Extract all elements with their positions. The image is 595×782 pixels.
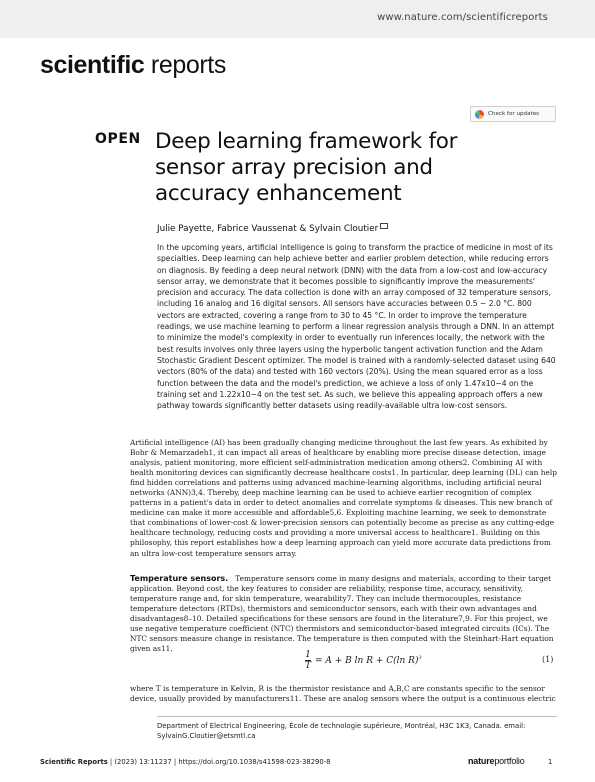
np-bold: nature xyxy=(468,756,495,766)
affiliation-divider xyxy=(157,716,557,717)
article-title: Deep learning framework for sensor array precision and accuracy enhancement xyxy=(155,129,458,206)
check-updates-button[interactable] xyxy=(470,106,556,122)
author-list xyxy=(157,223,388,234)
footer-doi[interactable]: | https://doi.org/10.1038/s41598-023-38290-8 xyxy=(171,758,331,766)
np-light: portfolio xyxy=(494,756,525,766)
footer-volume: (2023) 13:11237 xyxy=(114,758,172,766)
intro-paragraph: Artificial intelligence (AI) has been gradually changing medicine throughout the last few years. As exhibited by Bohr & Memarzadeh1, it can impact all areas of healthcare by enabling more precise disease detection, image analysis, patient monitoring, more efficient self-administration medication among others2. Combining AI with health monitoring devices can significantly decrease healthcare costs1. In particular, deep learning (DL) can help find hidden correlations and patterns using advanced machine-learning algorithms, including artificial neural networks (ANN)3,4. Thereby, deep machine learning can be used to achieve earlier recognition of complex patterns in a patient's data in order to detect anomalies and correlate symptoms & diseases. This new branch of medicine can make it more accessible and affordable5,6. Exploiting machine learning, we seek to demonstrate that combinations of lower-cost & lower-precision sensors can potentially become as precise as any cutting-edge healthcare technology, reducing costs and providing a more universal access to healthcare1. Building on this philosophy, this report establishes how a deep learning approach can yield more accurate data predictions from an ultra low-cost temperature sensors array. xyxy=(130,438,557,558)
section-paragraph xyxy=(130,574,557,654)
section-text: Temperature sensors come in many designs and materials, according to their target application. Beyond cost, the key features to consider are reliability, response time, accuracy, sensitivity, temperature range and, for skin temperature, wearability7. They can include thermocouples, resistance temperature detectors (RTDs), thermistors and semiconductor sensors, each with their own advantages and disadvantages8–10. Detailed specifications for these sensors are found in the literature7,9. For this project, we use negative temperature coefficient (NTC) thermistors and semiconductor-based integrated circuits (ICs). The NTC sensors measure change in resistance. The temperature is then computed with the Steinhart-Hart equation given as11, xyxy=(130,574,554,654)
page-number: 1 xyxy=(548,758,553,766)
eq-rhs: = A + B ln R + C(ln R) xyxy=(315,656,419,666)
logo-light: reports xyxy=(144,51,226,79)
eq-exponent: 3 xyxy=(418,655,422,661)
journal-url[interactable]: www.nature.com/scientificreports xyxy=(377,12,548,23)
steinhart-hart-equation xyxy=(305,650,422,671)
footer-citation xyxy=(40,758,330,766)
post-equation-paragraph: where T is temperature in Kelvin, R is the thermistor resistance and A,B,C are constants specific to the sensor device, usually provided by manufacturers11. These are analog sensors where the output is a continuous electric xyxy=(130,684,556,704)
section-heading: Temperature sensors. xyxy=(130,574,229,583)
footer-separator: | xyxy=(107,758,115,766)
affiliation: Department of Electrical Engineering, École de technologie supérieure, Montréal, H3C 1K3, Canada. email: SylvainG.Cloutier@etsmtl.ca xyxy=(157,722,526,740)
check-updates-label: Check for updates xyxy=(488,111,540,117)
eq-denominator: T xyxy=(305,661,312,671)
email-icon[interactable] xyxy=(380,223,388,229)
crossmark-icon xyxy=(475,110,484,119)
journal-logo xyxy=(40,51,226,80)
logo-bold: scientific xyxy=(40,51,145,79)
nature-portfolio-logo xyxy=(468,756,525,766)
open-access-badge: OPEN xyxy=(95,131,141,147)
footer-journal: Scientific Reports xyxy=(40,758,108,766)
equation-fraction xyxy=(305,650,311,671)
authors-text: Julie Payette, Fabrice Vaussenat & Sylvain Cloutier xyxy=(157,224,379,234)
equation-number: (1) xyxy=(542,655,554,664)
eq-numerator: 1 xyxy=(305,650,311,660)
abstract: In the upcoming years, artificial intelligence is going to transform the practice of medicine in most of its specialties. Deep learning can help achieve better and earlier problem detection, while reducing errors on diagnosis. By feeding a deep neural network (DNN) with the data from a low-cost and low-accuracy sensor array, we demonstrate that it becomes possible to significantly improve the measurements' precision and accuracy. The data collection is done with an array composed of 32 temperature sensors, including 16 analog and 16 digital sensors. All sensors have accuracies between 0.5 − 2.0 °C. 800 vectors are extracted, covering a range from to 30 to 45 °C. In order to improve the temperature readings, we use machine learning to perform a linear regression analysis through a DNN. In an attempt to minimize the model's complexity in order to eventually run inferences locally, the network with the best results involves only three layers using the hyperbolic tangent activation function and the Adam Stochastic Gradient Descent optimizer. The model is trained with a randomly-selected dataset using 640 vectors (80% of the data) and tested with 160 vectors (20%). Using the mean squared error as a loss function between the data and the model's prediction, we achieve a loss of only 1.47x10−4 on the training set and 1.22x10−4 on the test set. As such, we believe this appealing approach offers a new pathway towards significantly better datasets using readily-available ultra low-cost sensors. xyxy=(157,243,556,411)
